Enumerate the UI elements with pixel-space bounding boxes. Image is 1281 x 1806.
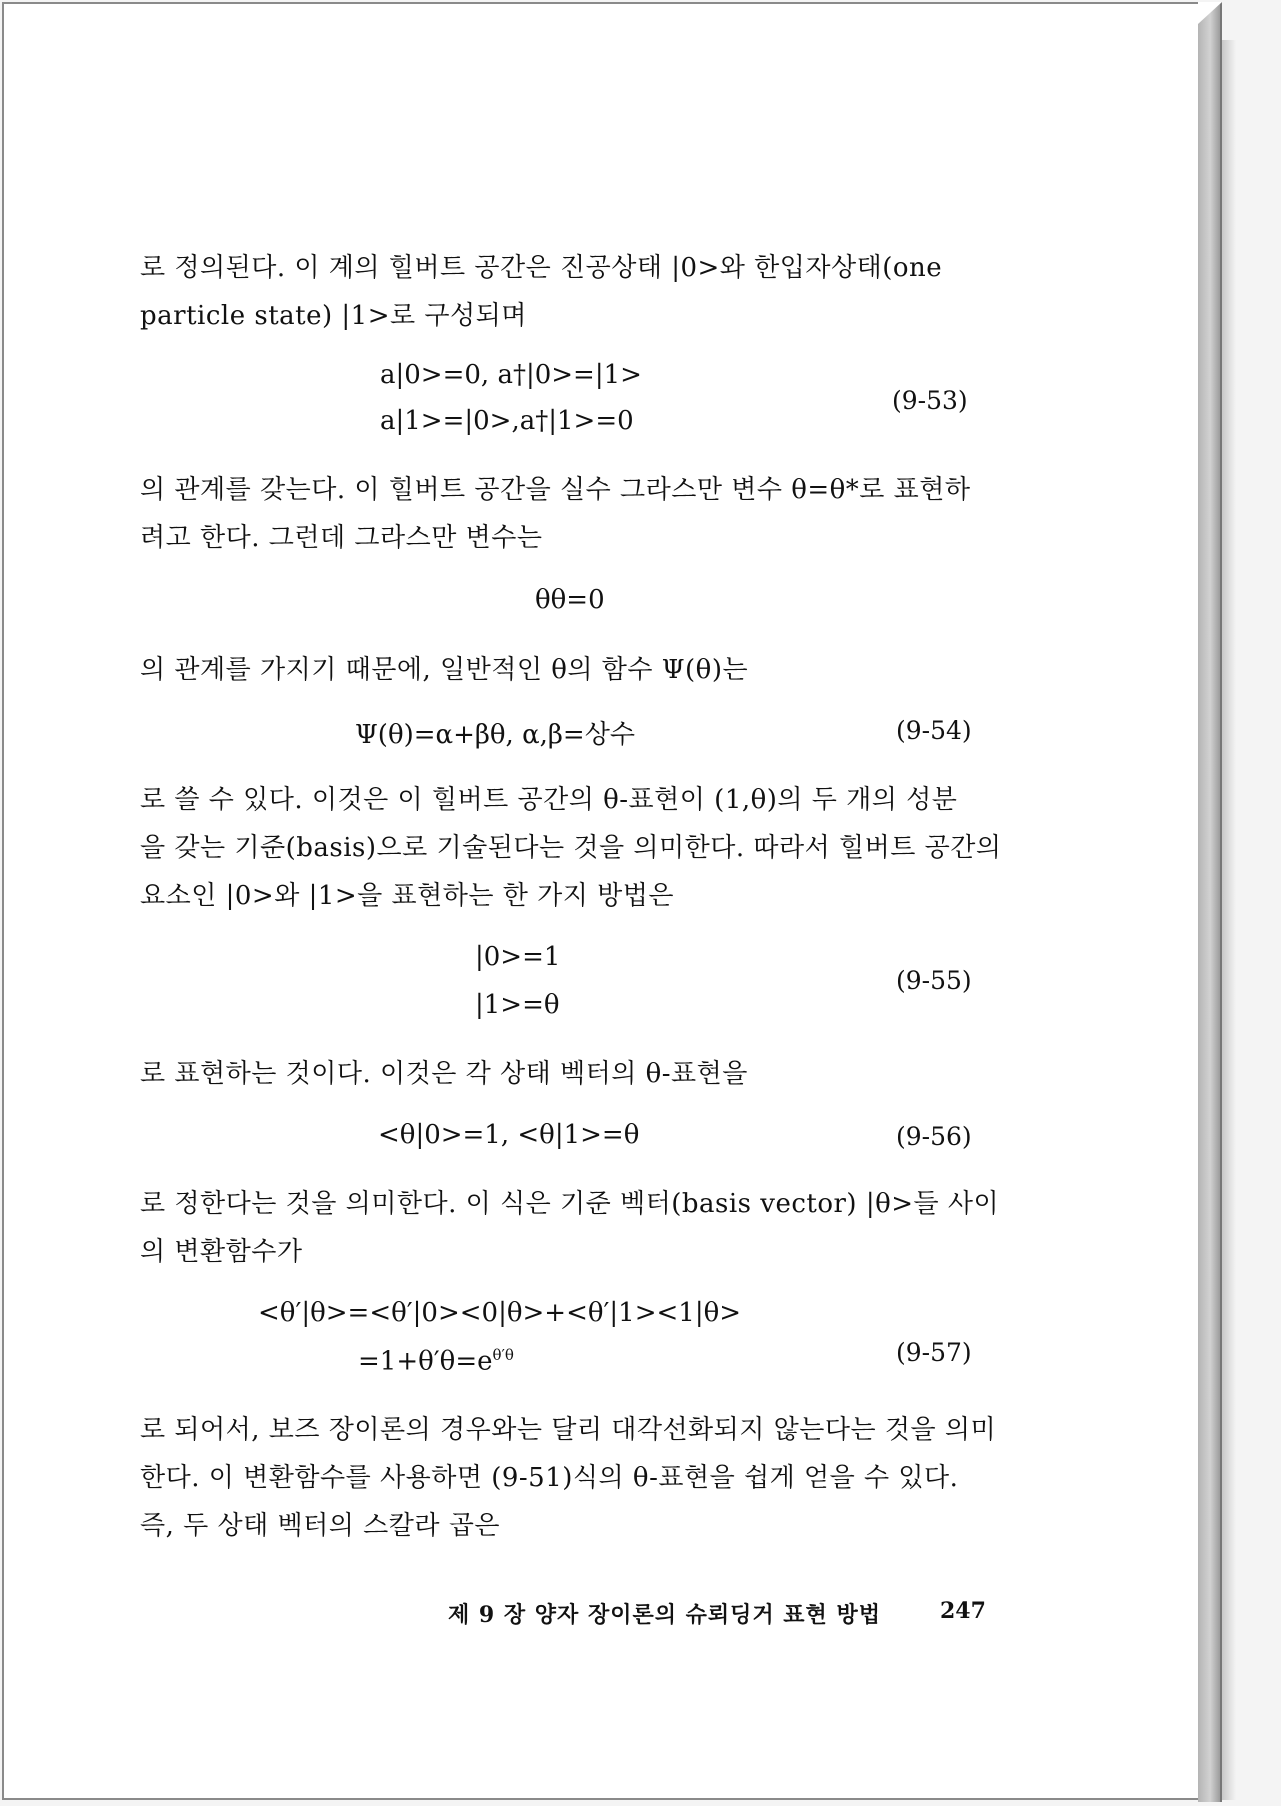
equation-number-9-55: (9-55)	[896, 966, 972, 995]
equation-9-53-line-1: a|0>=0, a†|0>=|1>	[380, 360, 642, 390]
paragraph-line: 요소인 |0>와 |1>을 표현하는 한 가지 방법은	[140, 881, 675, 911]
equation-9-57-line-1: <θ′|θ>=<θ′|0><0|θ>+<θ′|1><1|θ>	[258, 1298, 742, 1328]
paragraph-line: particle state) |1>로 구성되며	[140, 301, 527, 331]
page-number: 247	[940, 1598, 986, 1624]
paragraph-line: 즉, 두 상태 벡터의 스칼라 곱은	[140, 1511, 500, 1541]
paragraph-line: 의 관계를 가지기 때문에, 일반적인 θ의 함수 Ψ(θ)는	[140, 655, 749, 685]
paragraph-line: 로 정의된다. 이 계의 힐버트 공간은 진공상태 |0>와 한입자상태(one	[140, 253, 943, 283]
equation-9-57-main: =1+θ′θ=e	[358, 1346, 493, 1377]
paragraph-line: 의 변환함수가	[140, 1237, 303, 1267]
page-corner	[1198, 2, 1222, 24]
paragraph-line: 려고 한다. 그런데 그라스만 변수는	[140, 523, 543, 553]
page-shadow	[1222, 40, 1236, 1800]
equation-9-57-exponent: θ′θ	[492, 1346, 514, 1364]
equation-9-57-line-2	[358, 1346, 514, 1377]
running-footer-chapter: 제 9 장 양자 장이론의 슈뢰딩거 표현 방법	[448, 1602, 881, 1628]
paragraph-line: 을 갖는 기준(basis)으로 기술된다는 것을 의미한다. 따라서 힐버트 공간의	[140, 833, 1002, 863]
equation-grassmann: θθ=0	[535, 585, 605, 615]
paragraph-line: 한다. 이 변환함수를 사용하면 (9-51)식의 θ-표현을 쉽게 얻을 수 있다.	[140, 1463, 959, 1493]
equation-9-55-line-1: |0>=1	[475, 942, 561, 972]
paragraph-line: 로 표현하는 것이다. 이것은 각 상태 벡터의 θ-표현을	[140, 1059, 748, 1089]
paragraph-line: 로 쓸 수 있다. 이것은 이 힐버트 공간의 θ-표현이 (1,θ)의 두 개의 성분	[140, 785, 958, 815]
equation-9-54: Ψ(θ)=α+βθ, α,β=상수	[355, 720, 635, 750]
equation-9-56: <θ|0>=1, <θ|1>=θ	[378, 1120, 640, 1150]
equation-9-55-line-2: |1>=θ	[475, 990, 560, 1020]
paragraph-line: 로 되어서, 보즈 장이론의 경우와는 달리 대각선화되지 않는다는 것을 의미	[140, 1415, 997, 1445]
equation-number-9-57: (9-57)	[896, 1338, 972, 1367]
page-edge	[1198, 2, 1222, 1802]
equation-number-9-56: (9-56)	[896, 1122, 972, 1151]
equation-number-9-54: (9-54)	[896, 716, 972, 745]
equation-9-53-line-2: a|1>=|0>,a†|1>=0	[380, 406, 634, 436]
paragraph-line: 로 정한다는 것을 의미한다. 이 식은 기준 벡터(basis vector) |θ>들 사이	[140, 1189, 1000, 1219]
paragraph-line: 의 관계를 갖는다. 이 힐버트 공간을 실수 그라스만 변수 θ=θ*로 표현하	[140, 475, 971, 505]
equation-number-9-53: (9-53)	[892, 386, 968, 415]
